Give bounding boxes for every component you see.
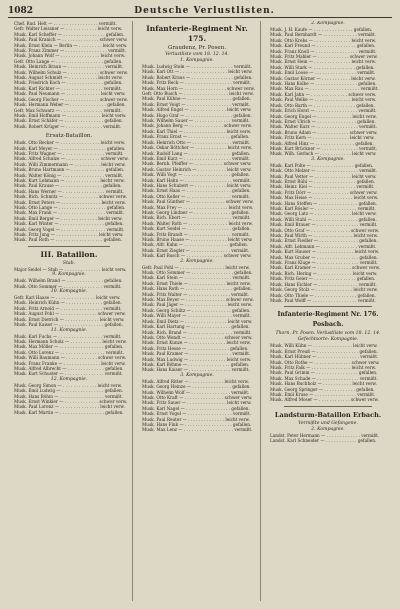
casualty-entry: Musk. Karl Hübner — . . . . . . . . . . . . . . . . vermißt. <box>270 354 379 360</box>
casualty-entry: Musk. Willi Stahl — . . . . . . . . . . . . . . . . . gefallen. <box>270 216 377 222</box>
casualty-entry: Musk. Georg Schütz — . . . . . . . . . . . . . . . gefallen. <box>142 307 251 313</box>
casualty-entry: Landst. Karl Schneider — . . . . . . . . . . . . gefallen. <box>270 438 377 444</box>
casualty-entry: Musk. Otto Rothe — . . . . . . . . . . . . . . schwer verw. <box>270 359 380 365</box>
casualty-entry: Musk. Otto Graf — . . . . . . . . . . . . . . . schwer verw. <box>270 227 380 233</box>
section-title: Gefechtsorte: Kompagnie. <box>297 337 359 343</box>
casualty-entry: Musk. Ernst Preuß — . . . . . . . . . . . . . . . . gefallen. <box>270 348 378 354</box>
casualty-entry: Musk. Karl Hahn — . . . . . . . . . . . . . . . . . . vermißt. <box>142 177 251 183</box>
casualty-entry: Musk. Bruno Hartmann — . . . . . . . . . . . . . gefallen. <box>14 167 125 173</box>
casualty-entry: Musk. Ernst Kunze — . . . . . . . . . . . . . . leicht verw. <box>142 340 251 346</box>
casualty-entry: Musk. Hans Eichler — . . . . . . . . . . . . . . . vermißt. <box>270 281 377 287</box>
casualty-entry: Musk. Georg Vogel — . . . . . . . . . . . . . . . . . vermißt. <box>14 226 125 232</box>
casualty-entry: Musk. Walter Kurz — . . . . . . . . . . . . . . . . vermißt. <box>270 124 377 130</box>
casualty-entry: Musk. Erich Horst — . . . . . . . . . . . . . . . . vermißt. <box>270 108 377 114</box>
casualty-entry: Musk. Fritz Mahler — . . . . . . . . . . . . schwer verw. <box>270 54 378 60</box>
page-title: Deutsche Verlustlisten. <box>134 6 275 16</box>
casualty-entry: Musk. Alfred Moser — . . . . . . . . . . . . schwer verw. <box>270 397 379 403</box>
casualty-entry: Musk. Otto Lorenz — . . . . . . . . . . . . . . . . . vermißt. <box>14 349 124 355</box>
casualty-entry: Musk. August Pohl — . . . . . . . . . . . . . . schwer verw. <box>14 311 126 317</box>
casualty-entry: Musk. Otto Krebs — . . . . . . . . . . . . . . leicht verw. <box>270 37 377 43</box>
casualty-entry: Musk. Alfred Schulze — . . . . . . . . . . . . . schwer verw. <box>14 156 129 162</box>
section-title: 12. Kompagnie. <box>50 376 88 382</box>
casualty-entry: Gefr. Otto Lange — . . . . . . . . . . . . . . . . . . gefallen. <box>14 58 123 64</box>
section-title: Ersatz-Bataillon. <box>45 133 93 140</box>
casualty-entry: Musk. Paul Vetter — . . . . . . . . . . . . . . leicht verw. <box>270 173 377 179</box>
casualty-entry: Musk. Ernst Ulrich — . . . . . . . . . . . . . . . gefallen. <box>270 118 376 124</box>
page-header <box>8 4 392 16</box>
list-date: Verlustliste vom 18. 12. 14. <box>165 52 229 57</box>
casualty-entry: Musk. Otto Sommer — . . . . . . . . . . . . . . . . gefallen. <box>142 270 253 276</box>
casualty-entry: Musk. Emil Dietz — . . . . . . . . . . . . . . . . leicht verw. <box>142 318 253 324</box>
casualty-entry: Musk. Ernst Hein — . . . . . . . . . . . . . . leicht verw. <box>270 59 377 65</box>
casualty-entry: Musk. Wilhelm Wolf — . . . . . . . . . . . . . . . vermißt. <box>142 389 250 395</box>
casualty-entry: Musk. Otto Keller — . . . . . . . . . . . . . . . . . vermißt. <box>142 193 250 199</box>
casualty-entry: Musk. J. H. Kaufe — . . . . . . . . . . . . . . . gefallen. <box>270 27 373 32</box>
casualty-entry: Musk. Karl Scheffer — . . . . . . . . . . . . . . . . gefallen. <box>14 31 125 37</box>
casualty-entry: Musk. Karl Thiel — . . . . . . . . . . . . . . . . leicht verw. <box>142 128 252 134</box>
casualty-entry: Musk. Fritz Beck — . . . . . . . . . . . . . . . . . . vermißt. <box>142 80 251 86</box>
section-title: 9. Kompagnie. <box>52 272 86 278</box>
casualty-entry: Musk. Wilhelm Sauer — . . . . . . . . . . . . . . vermißt. <box>142 118 250 124</box>
casualty-entry: Musk. Kurt Lehmann — . . . . . . . . . . . . . leicht verw. <box>14 177 125 183</box>
casualty-entry: Musk. Karl Martin — . . . . . . . . . . . . . . . . . gefallen. <box>14 409 124 415</box>
casualty-entry: Musk. Fritz Dörr — . . . . . . . . . . . . . . schwer verw. <box>270 189 378 195</box>
casualty-entry: Musk. Hans Böhm — . . . . . . . . . . . . . . . . . vermißt. <box>14 393 123 399</box>
casualty-entry: Musk. Bernh. Pfeiffer — . . . . . . . . . . . schwer verw. <box>142 161 252 167</box>
casualty-entry: Musk. Karl Kramer — . . . . . . . . . . . . . schwer verw. <box>270 265 381 271</box>
casualty-entry: Musk. Otto Thiele — . . . . . . . . . . . . . . . . gefallen. <box>270 292 376 298</box>
casualty-entry: Musk. Alfr. Lehmann — . . . . . . . . . . . . . . vermißt. <box>270 243 377 249</box>
casualty-entry: Musk. Fritz Wagner — . . . . . . . . . . . . . . . . vermißt. <box>14 150 124 156</box>
casualty-entry: Musk. Alfred Hinz — . . . . . . . . . . . . . . . gefallen. <box>270 140 374 146</box>
casualty-entry: Musk. Georg Heinze — . . . . . . . . . . . . . . . gefallen. <box>142 384 251 390</box>
casualty-entry: Musk. Paul Welke — . . . . . . . . . . . . . . leicht verw. <box>270 97 377 103</box>
casualty-entry: Musk. Ernst Dietrich — . . . . . . . . . . . . . leicht verw. <box>14 316 125 322</box>
casualty-list <box>264 343 392 402</box>
casualty-entry: Musk. Fritz Geier — . . . . . . . . . . . . . . . . gefallen. <box>270 276 376 282</box>
casualty-list <box>264 27 392 157</box>
casualty-list <box>264 163 392 304</box>
casualty-entry: Musk. Ernst Winkler — . . . . . . . . . . . . . schwer verw. <box>14 398 128 404</box>
casualty-entry: Musk. Gustav Heinrich — . . . . . . . . . . . leicht verw. <box>142 166 252 172</box>
column-2 <box>136 21 258 603</box>
casualty-entry: Musk. Rich. Ebert — . . . . . . . . . . . . . . . . . vermißt. <box>142 215 251 221</box>
section-title: 2. Kompagnie. <box>311 21 345 26</box>
header-rule <box>8 17 392 18</box>
casualty-entry: Musk. Wilh. Gerlach — . . . . . . . . . . . . leicht verw. <box>270 151 377 157</box>
casualty-entry: Musk. Karl Stein — . . . . . . . . . . . . . . . . . . vermißt. <box>142 275 251 281</box>
casualty-entry: Musk. Karl Böhme — . . . . . . . . . . . . . . . . gefallen. <box>142 361 250 367</box>
casualty-entry: Musk. Paul Jäger — . . . . . . . . . . . . . . . . leicht verw. <box>142 302 253 308</box>
casualty-entry: Musk. Paul Reuter — . . . . . . . . . . . . . . leicht verw. <box>142 416 250 422</box>
section-title: 10. Kompagnie. <box>50 289 88 295</box>
section-title: 3. Kompagnie. <box>180 372 214 378</box>
casualty-entry: Musk. Hans Kolbe — . . . . . . . . . . . . . . . . gefallen. <box>270 81 377 87</box>
casualty-entry: Musk. Karl Nagel — . . . . . . . . . . . . . . . . . gefallen. <box>142 405 250 411</box>
casualty-entry: Musk. Alfred Engel — . . . . . . . . . . . . . . leicht verw. <box>142 107 252 113</box>
casualty-entry: Musk. Fritz Brandt — . . . . . . . . . . . . . . . . vermißt. <box>142 231 250 237</box>
section-rule <box>284 406 372 407</box>
casualty-entry: Musk. Oskar Böttcher — . . . . . . . . . . . . leicht verw. <box>142 145 253 151</box>
casualty-entry: Musk. Paul Kranich — . . . . . . . . . . . . . . schwer verw. <box>14 37 128 43</box>
casualty-entry: Musk. Hans Werner — . . . . . . . . . . . . . . . . vermißt. <box>14 188 124 194</box>
casualty-entry: Musk. Hans Kaiser — . . . . . . . . . . . . . . . . vermißt. <box>142 367 250 373</box>
casualty-entry: Musk. Willi Mayer — . . . . . . . . . . . . . . . . . vermißt. <box>142 313 251 319</box>
casualty-entry: Musk. Karl Busch — . . . . . . . . . . . . . . schwer verw. <box>142 253 252 259</box>
casualty-entry: Musk. Fritz Falk — . . . . . . . . . . . . . . . leicht verw. <box>270 364 377 370</box>
section-rule <box>28 246 110 247</box>
regiment-location: Thorn, Pr. Posen. Verlustliste vom 18. 12. 14. <box>275 331 381 337</box>
casualty-entry: Musk. Rich. Brand — . . . . . . . . . . . . . . . . . vermißt. <box>142 329 252 335</box>
casualty-list <box>264 433 392 444</box>
casualty-entry: Musk. Emil Kurz — . . . . . . . . . . . . . . . . . . vermißt. <box>142 155 251 161</box>
casualty-entry: Musk. Max Heise — . . . . . . . . . . . . . . . leicht verw. <box>270 195 379 201</box>
casualty-entry: Gefr. Max Schwarz — . . . . . . . . . . . . . . . . vermißt. <box>14 107 122 113</box>
section-title: 2. Kompagnie. <box>180 258 214 264</box>
casualty-entry: Musk. Karl Rösler — . . . . . . . . . . . . . . . . vermißt. <box>270 206 376 211</box>
casualty-entry: Musk. Otto Becker — . . . . . . . . . . . . . . . leicht verw. <box>14 140 126 146</box>
casualty-entry: Musk. Fritz Sauer — . . . . . . . . . . . . . . . leicht verw. <box>142 400 252 406</box>
casualty-entry: Musk. Wilhelm Schulz — . . . . . . . . . . . . schwer verw. <box>14 69 128 75</box>
casualty-entry: Musk. Georg Stolz — . . . . . . . . . . . . . . leicht verw. <box>270 287 378 293</box>
casualty-entry: Chef. Rud. Helt — . . . . . . . . . . . . . . . . . vermißt. <box>14 21 117 26</box>
casualty-entry: Musk. Max Schade — . . . . . . . . . . . . . . . . vermißt. <box>270 375 378 381</box>
casualty-entry: Musk. Ernst Haas — . . . . . . . . . . . . . . . . . gefallen. <box>142 188 251 194</box>
casualty-entry: Musk. Karl Polte — . . . . . . . . . . . . . . . . gefallen. <box>270 162 374 168</box>
casualty-entry: Musk. Hans Schubert — . . . . . . . . . . . . leicht verw. <box>142 182 252 188</box>
casualty-entry: Musk. Otto Wendt — . . . . . . . . . . . . . . schwer verw. <box>142 334 253 340</box>
casualty-entry: Musk. Franz Knoll — . . . . . . . . . . . . . . . . vermißt. <box>270 48 377 54</box>
casualty-entry: Musk. Franz Franke — . . . . . . . . . . . . . . leicht verw. <box>14 360 126 366</box>
casualty-entry: Musk. Karl Freund — . . . . . . . . . . . . . . . gefallen. <box>270 43 376 49</box>
casualty-entry: Musk. Robert Kraus — . . . . . . . . . . . . . . . . gefallen. <box>142 74 253 80</box>
column-3 <box>264 21 392 603</box>
casualty-entry: Musk. Paul Wolff — . . . . . . . . . . . . . . . . . vermißt. <box>270 297 376 303</box>
casualty-entry: Musk. Hans Roth — . . . . . . . . . . . . . . . . . . gefallen. <box>142 286 252 292</box>
casualty-entry: Musk. Otto Barth — . . . . . . . . . . . . . . . . gefallen. <box>270 102 375 108</box>
casualty-entry: Musk. Ernst Klein — Berlin — . . . . . . . . . leicht verw. <box>14 42 128 48</box>
casualty-entry: Musk. Ernst Voigt — . . . . . . . . . . . . . . . . . vermißt. <box>142 101 251 107</box>
casualty-entry: Musk. Paul Neumann — . . . . . . . . . . . . . leicht verw. <box>14 91 126 97</box>
casualty-entry: Gefr. Karl Haase — . . . . . . . . . . . . . . . leicht verw. <box>14 295 121 301</box>
casualty-entry: Musk. Heinrich Braun — . . . . . . . . . . . . . . vermißt. <box>14 64 124 70</box>
casualty-entry: Musk. Otto Melzer — . . . . . . . . . . . . . . . . vermißt. <box>270 168 378 174</box>
casualty-entry: Musk. Franz Ernst — . . . . . . . . . . . . . . . . gefallen. <box>142 134 250 140</box>
casualty-entry: Gefr. Walter Leissner — . . . . . . . . . . . . leicht verw. <box>14 26 123 32</box>
casualty-list <box>8 21 130 129</box>
casualty-entry: Gefr. Paul Pohl — . . . . . . . . . . . . . . . . . leicht verw. <box>142 264 250 270</box>
casualty-entry: Musk. Franz Zimmer — . . . . . . . . . . . . . . . . vermißt. <box>14 48 127 54</box>
column-divider <box>260 21 261 601</box>
regiment-heading: Infanterie-Regiment Nr. 176. Posbach. <box>277 311 379 329</box>
casualty-entry: Musk. Karl Winter — . . . . . . . . . . . . . . . . . gefallen. <box>14 221 124 227</box>
casualty-entry: Musk. Paul Kühne — . . . . . . . . . . . . . . . . . gefallen. <box>142 96 251 102</box>
casualty-entry: Musk. Kurt Brückner — . . . . . . . . . . . . . . vermißt. <box>270 145 378 151</box>
casualty-entry: Musk. Paul Krause — . . . . . . . . . . . . . . . . gefallen. <box>14 183 122 189</box>
casualty-list <box>136 265 258 373</box>
casualty-entry: Musk. Max Horn — . . . . . . . . . . . . . . . . schwer verw. <box>142 85 255 91</box>
casualty-entry: Musk. Willi Stark — . . . . . . . . . . . . . . . . gefallen. <box>270 64 375 70</box>
casualty-entry: Musk. Bruno Haase — . . . . . . . . . . . . . . leicht verw. <box>142 237 253 242</box>
column-1 <box>8 21 130 603</box>
regiment-heading: Infanterie-Regiment Nr. 175. <box>146 24 248 43</box>
casualty-list <box>8 267 130 415</box>
section-title: 3. Kompagnie. <box>311 156 345 162</box>
casualty-entry: Musk. Ernst Peters — . . . . . . . . . . . . . . . leicht verw. <box>14 199 126 205</box>
casualty-entry: Musk. Max Gruber — . . . . . . . . . . . . . . . . gefallen. <box>270 254 378 260</box>
section-title: 1. Kompagnie. <box>180 58 214 63</box>
casualty-entry: Musk. Max Frey — . . . . . . . . . . . . . . . . . leicht verw. <box>142 204 254 210</box>
casualty-entry: Musk. Karl Ott — . . . . . . . . . . . . . . . . . . leicht verw. <box>142 69 253 75</box>
casualty-entry: Musk. August Schmidt — . . . . . . . . . . . leicht verw. <box>14 75 123 81</box>
section-title: 2. Kompagnie. <box>311 426 345 432</box>
casualty-entry: Musk. Willi Kühn — . . . . . . . . . . . . . . . leicht verw. <box>270 343 378 349</box>
casualty-entry: Musk. Emil Ludwig — . . . . . . . . . . . . . . . . gefallen. <box>14 388 123 394</box>
casualty-entry: Musk. Alfr. Kuhn — . . . . . . . . . . . . . . . . . gefallen. <box>142 242 249 248</box>
casualty-entry: Musk. Karl Hartung — . . . . . . . . . . . . . . . gefallen. <box>142 324 250 330</box>
casualty-entry: Musk. Heinrich Kühn — . . . . . . . . . . . . . . gefallen. <box>14 300 122 306</box>
casualty-entry: Musk. Robert Krüger — . . . . . . . . . . . . . . vermißt. <box>14 123 122 129</box>
casualty-entry: Musk. Karl Fuchs — . . . . . . . . . . . . . . . . . vermißt. <box>14 333 122 339</box>
casualty-entry: Musk. Georg Springer — . . . . . . . . . . . . gefallen. <box>270 386 375 392</box>
casualty-entry: Musk. Max Rau — . . . . . . . . . . . . . . . . . . . vermißt. <box>270 86 379 92</box>
casualty-entry: Musk. Hans Fink — . . . . . . . . . . . . . . . . . . gefallen. <box>142 422 252 427</box>
casualty-entry: Musk. Karl Meyer — . . . . . . . . . . . . . . . . . . gefallen. <box>14 145 126 151</box>
casualty-entry: Musk. Emil Brauer — . . . . . . . . . . . . . . . . vermißt. <box>270 222 378 228</box>
casualty-entry: Musk. Max Beyer — . . . . . . . . . . . . . . . schwer verw. <box>142 297 254 303</box>
casualty-entry: Musk. Paul Lorenz — . . . . . . . . . . . . . . . leicht verw. <box>14 404 125 410</box>
casualty-list <box>136 379 258 433</box>
casualty-entry: Musk. Kurt Schuster — . . . . . . . . . . . . . . . vermißt. <box>14 371 123 377</box>
column-divider <box>132 21 133 601</box>
casualty-entry: Musk. Otto Kraft — . . . . . . . . . . . . . . . schwer verw. <box>142 394 253 400</box>
casualty-entry: Musk. Fritz Kern — . . . . . . . . . . . . . . leicht verw. <box>270 135 375 141</box>
casualty-entry: Musk. Max Frank — . . . . . . . . . . . . . . . . . . vermißt. <box>14 210 125 216</box>
section-subtitle: Stab. <box>62 260 76 266</box>
casualty-entry: Musk. Paul Grimm — . . . . . . . . . . . . . . . . gefallen. <box>270 370 378 376</box>
casualty-entry: Musk. Willi Vogt — . . . . . . . . . . . . . . . . . . gefallen. <box>142 172 250 178</box>
casualty-entry: Musk. Alfred Albrecht — . . . . . . . . . . . . . . gefallen. <box>14 365 124 371</box>
casualty-entry: Musk. Friedrich Koch — . . . . . . . . . . . . . . gefallen. <box>14 80 123 86</box>
casualty-entry: Musk. Walter Roth — . . . . . . . . . . . . . . . leicht verw. <box>142 220 253 226</box>
casualty-entry: Musk. Kurt Seidel — . . . . . . . . . . . . . . . . . gefallen. <box>142 226 251 232</box>
casualty-entry: Musk. Hugo Graf — . . . . . . . . . . . . . . . . . . gefallen. <box>142 112 252 118</box>
section-heading: III. Bataillon. <box>40 249 98 259</box>
casualty-list <box>8 140 130 243</box>
casualty-entry: Major Seidel — Stab — . . . . . . . . . . . . . . leicht verw. <box>14 266 127 272</box>
casualty-entry: Musk. Ludwig Stein — . . . . . . . . . . . . . . . . vermißt. <box>142 64 252 69</box>
casualty-entry: Musk. Hans Steffen — . . . . . . . . . . . . . . . gefallen. <box>270 200 378 206</box>
casualty-entry: Musk. Paul Kramer — . . . . . . . . . . . . . . . . vermißt. <box>142 351 251 357</box>
casualty-list <box>136 64 258 259</box>
casualty-entry: Musk. Emil Kruse — . . . . . . . . . . . . . . . . vermißt. <box>270 391 376 397</box>
casualty-entry: Musk. Georg Engel — . . . . . . . . . . . . . leicht verw. <box>270 113 377 119</box>
casualty-entry: Musk. Fritz Jung — . . . . . . . . . . . . . . . . leicht verw. <box>14 232 124 238</box>
casualty-entry: Musk. Walter König — . . . . . . . . . . . . . . . . vermißt. <box>14 172 124 178</box>
casualty-entry: Musk. Paul Kaiser — . . . . . . . . . . . . . . . . . gefallen. <box>14 322 123 328</box>
casualty-entry: Musk. Georg Fischer — . . . . . . . . . . . . . schwer verw. <box>14 96 128 102</box>
casualty-entry: Musk. Max Lenz — . . . . . . . . . . . . . . . . . . . vermißt. <box>142 427 253 433</box>
casualty-entry: Musk. Paul Günther — . . . . . . . . . . . . . schwer verw. <box>142 199 254 205</box>
casualty-entry: Musk. Georg Simon — . . . . . . . . . . . . . leicht verw. <box>14 382 123 388</box>
casualty-entry: Musk. Georg Lindner — . . . . . . . . . . . . . . gefallen. <box>142 209 250 215</box>
casualty-entry: Musk. Fritz Walter — . . . . . . . . . . . . . . . . vermißt. <box>142 291 250 297</box>
casualty-entry: Musk. Johann Wolf — . . . . . . . . . . . . . . . leicht verw. <box>14 53 126 59</box>
casualty-entry: Landst. Peter Hermann — . . . . . . . . . . . . . vermißt. <box>270 432 380 438</box>
casualty-entry: Musk. Ernst Schäfer — . . . . . . . . . . . . . . . gefallen. <box>14 118 123 124</box>
casualty-entry: Musk. Paul Bernhardt — . . . . . . . . . . . . . vermißt. <box>270 32 377 38</box>
casualty-entry: Musk. Rich. Schmitz — . . . . . . . . . . . . . schwer verw. <box>14 194 127 200</box>
casualty-entry: Musk. Otto Lange — . . . . . . . . . . . . . . . . . . gefallen. <box>14 205 126 210</box>
casualty-entry: Musk. Paul Wirth — . . . . . . . . . . . . . . . leicht verw. <box>270 233 379 239</box>
casualty-entry: Musk. Ernst Vogel — . . . . . . . . . . . . . . . . . vermißt. <box>142 411 251 417</box>
page-number: 1082 <box>8 6 34 16</box>
casualty-entry: Musk. Rudolf Lang — . . . . . . . . . . . . . . . . gefallen. <box>142 150 251 156</box>
casualty-entry: Gefr. Otto Busch — . . . . . . . . . . . . . . . . . leicht verw. <box>142 91 254 97</box>
casualty-entry: Musk. Willi Zimmermann — . . . . . . . . . . leicht verw. <box>14 161 126 167</box>
casualty-entry: Musk. Ernst Thiele — . . . . . . . . . . . . . . leicht verw. <box>142 280 251 286</box>
casualty-entry: Musk. Willi Baumann — . . . . . . . . . . . . schwer verw. <box>14 355 127 361</box>
casualty-entry: Musk. Gustav Körner — . . . . . . . . . . . leicht verw. <box>270 75 376 81</box>
section-title: 11. Kompagnie. <box>50 327 88 333</box>
casualty-entry: Musk. Alfred Ritter — . . . . . . . . . . . . . leicht verw. <box>142 378 250 384</box>
casualty-entry: Musk. Emil Hoffmann — . . . . . . . . . . . . . leicht verw. <box>14 112 127 118</box>
casualty-entry: Musk. Hermann Scholz — . . . . . . . . . . . . leicht verw. <box>14 338 127 344</box>
casualty-entry: Musk. Emil Loose — . . . . . . . . . . . . . . . . vermißt. <box>270 70 376 76</box>
section-subtitle: Vermißte und Gefangene. <box>298 420 358 426</box>
casualty-entry: Musk. Bruno Adam — . . . . . . . . . . . . schwer verw. <box>270 129 378 135</box>
casualty-entry: Musk. Emil Berger — . . . . . . . . . . . . . . leicht verw. <box>14 215 123 221</box>
casualty-entry: Musk. Georg Lutz — . . . . . . . . . . . . . . leicht verw. <box>270 211 377 217</box>
casualty-entry: Musk. Hans Buchholz — . . . . . . . . . . . leicht verw. <box>270 381 377 387</box>
casualty-entry: Musk. Otto Sommer — . . . . . . . . . . . . . . . vermißt. <box>14 283 122 289</box>
casualty-entry: Musk. Franz Kluge — . . . . . . . . . . . . . . . . vermißt. <box>270 260 378 266</box>
battalion-heading: Landsturm-Bataillon Erbach. <box>274 410 382 419</box>
casualty-entry: Musk. Ernst Rühl — . . . . . . . . . . . . . . . . gefallen. <box>270 178 375 184</box>
casualty-entry: Musk. Karl Jahn — . . . . . . . . . . . . . . schwer verw. <box>270 91 377 97</box>
casualty-entry: Musk. Wilhelm Brand — . . . . . . . . . . . . . . gefallen. <box>14 278 123 284</box>
casualty-entry: Musk. Max Möller — . . . . . . . . . . . . . . . . . gefallen. <box>14 344 124 350</box>
casualty-entry: Musk. Paul Roth — . . . . . . . . . . . . . . . . . . gefallen. <box>14 237 123 243</box>
regiment-location: Graudenz, Pr. Posen. <box>168 45 226 51</box>
casualty-entry: Musk. Fritz Hesse — . . . . . . . . . . . . . . . . gefallen. <box>142 345 249 351</box>
casualty-entry: Musk. Ernst Ziegler — . . . . . . . . . . . . . . . vermißt. <box>142 247 250 253</box>
casualty-entry: Musk. Hermann Weber — . . . . . . . . . . . . . . gefallen. <box>14 102 126 108</box>
casualty-entry: Musk. Max Ludwig — . . . . . . . . . . . . . . leicht verw. <box>142 356 252 362</box>
casualty-entry: Musk. Heinr. Kiel — . . . . . . . . . . . . . . . . vermißt. <box>270 184 375 190</box>
casualty-entry: Musk. Kurt Hauser — . . . . . . . . . . . . . . leicht verw. <box>270 249 380 255</box>
casualty-entry: Musk. Karl Richter — . . . . . . . . . . . . . . . . vermißt. <box>14 85 122 91</box>
casualty-entry: Musk. Rich. Hering — . . . . . . . . . . . . . leicht verw. <box>270 270 378 276</box>
casualty-entry: Musk. Heinrich Otto — . . . . . . . . . . . . . . . vermißt. <box>142 139 251 145</box>
casualty-entry: Musk. Ernst Fiedler — . . . . . . . . . . . . . . . gefallen. <box>270 238 378 244</box>
section-rule <box>284 306 372 307</box>
casualty-entry: Musk. Johann Berg — . . . . . . . . . . . . . schwer verw. <box>142 123 252 129</box>
casualty-entry: Musk. Fritz Arnold — . . . . . . . . . . . . . . . . vermißt. <box>14 305 122 311</box>
